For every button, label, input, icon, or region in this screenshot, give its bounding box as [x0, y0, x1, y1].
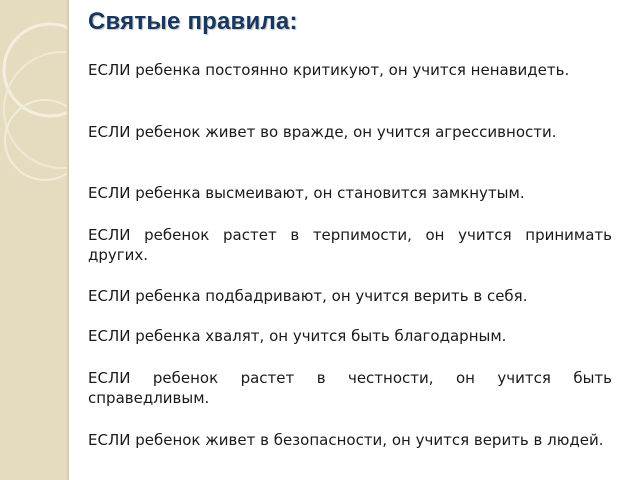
- page-title: Святые правила:: [88, 8, 298, 35]
- list-item: ЕСЛИ ребенок растет в честности, он учится быть справедливым.: [88, 369, 612, 407]
- list-item: ЕСЛИ ребенка высмеивают, он становится замкнутым.: [88, 184, 525, 202]
- list-item: ЕСЛИ ребенок живет во вражде, он учится агрессивности.: [88, 123, 557, 141]
- list-item: ЕСЛИ ребенка подбадривают, он учится верить в себя.: [88, 287, 528, 305]
- decorative-side-band: [0, 0, 67, 480]
- list-item: ЕСЛИ ребенка постоянно критикуют, он учится ненавидеть.: [88, 61, 570, 79]
- list-item: ЕСЛИ ребенок живет в безопасности, он учится верить в людей.: [88, 431, 604, 449]
- decorative-arcs-icon: [0, 0, 67, 480]
- side-band-divider: [67, 0, 69, 480]
- list-item: ЕСЛИ ребенка хвалят, он учится быть благодарным.: [88, 327, 507, 345]
- list-item: ЕСЛИ ребенок растет в терпимости, он учится принимать других.: [88, 226, 612, 264]
